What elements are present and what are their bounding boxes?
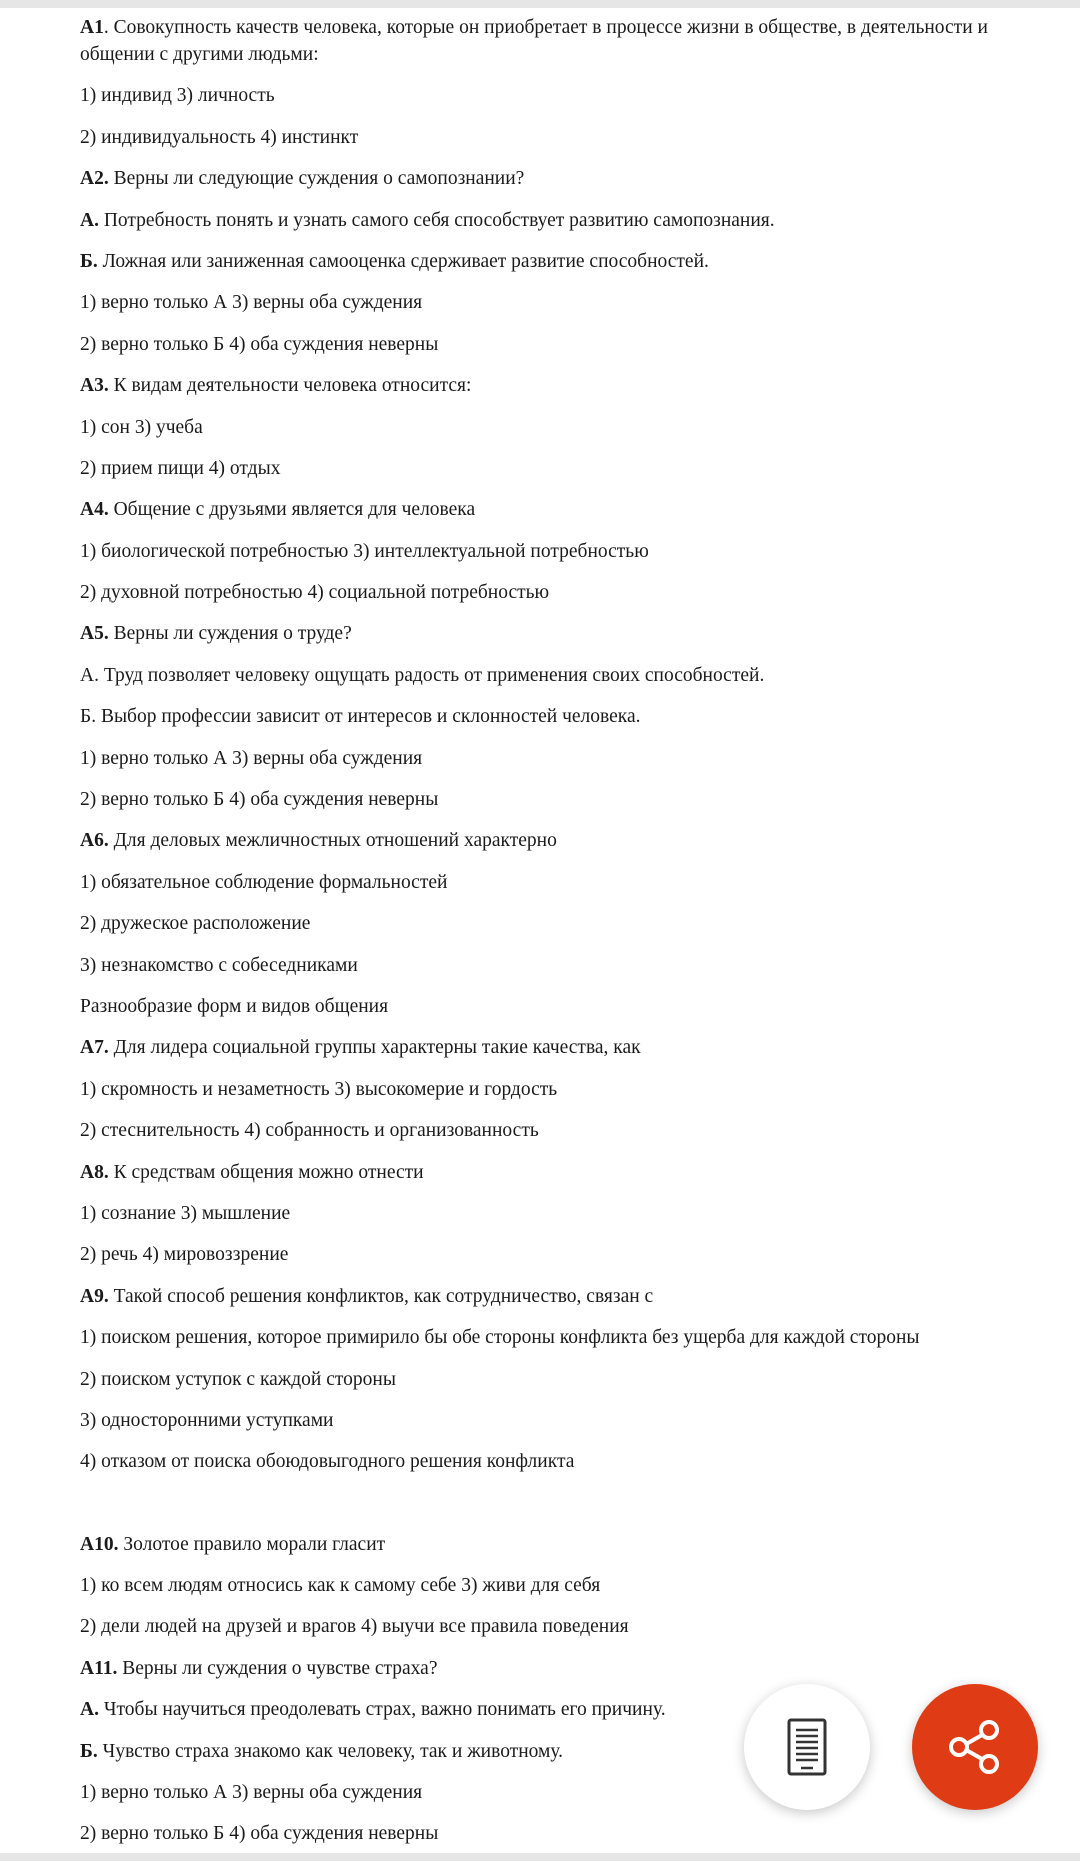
- question-line: [80, 1738, 1010, 1765]
- question-number: Б.: [80, 1740, 98, 1762]
- answer-line: [80, 952, 1010, 979]
- answer-line: [80, 1779, 1010, 1806]
- line-text: Чтобы научиться преодолевать страх, важно понимать его причину.: [98, 1699, 666, 1721]
- question-line: [80, 496, 1010, 523]
- line-text: 2) речь 4) мировоззрение: [80, 1244, 289, 1266]
- question-line: [80, 1655, 1010, 1682]
- line-text: 1) биологической потребностью 3) интеллектуальной потребностью: [80, 540, 649, 562]
- question-line: [80, 1159, 1010, 1186]
- line-text: Золотое правило морали гласит: [118, 1533, 386, 1555]
- question-line: [80, 1531, 1010, 1558]
- line-text: 2) поиском уступок с каждой стороны: [80, 1368, 396, 1390]
- question-line: [80, 827, 1010, 854]
- answer-line: [80, 1200, 1010, 1227]
- answer-line: [80, 1613, 1010, 1640]
- line-text: 2) верно только Б 4) оба суждения неверны: [80, 1823, 439, 1845]
- top-edge-bar: [0, 0, 1080, 8]
- question-line: [80, 248, 1010, 275]
- line-text: 3) незнакомство с собеседниками: [80, 954, 358, 976]
- answer-line: [80, 124, 1010, 151]
- line-text: Для деловых межличностных отношений характерно: [108, 830, 557, 852]
- line-text: 2) верно только Б 4) оба суждения неверны: [80, 789, 439, 811]
- answer-line: [80, 1366, 1010, 1393]
- answer-line: [80, 1241, 1010, 1268]
- question-line: [80, 372, 1010, 399]
- line-text: А. Труд позволяет человеку ощущать радость от применения своих способностей.: [80, 664, 765, 686]
- question-number: А7.: [80, 1037, 109, 1059]
- line-text: Б. Выбор профессии зависит от интересов и склонностей человека.: [80, 706, 641, 728]
- line-text: Ложная или заниженная самооценка сдерживает развитие способностей.: [97, 250, 709, 272]
- answer-line: [80, 703, 1010, 730]
- line-text: Потребность понять и узнать самого себя способствует развитию самопознания.: [98, 209, 775, 231]
- line-text: Верны ли суждения о чувстве страха?: [117, 1657, 438, 1679]
- line-text: 1) верно только А 3) верны оба суждения: [80, 1782, 423, 1804]
- question-number: А3.: [80, 375, 109, 397]
- question-number: Б.: [80, 250, 98, 272]
- answer-line: [80, 1324, 1010, 1351]
- question-number: А.: [80, 209, 99, 231]
- line-text: 1) скромность и незаметность 3) высокомерие и гордость: [80, 1078, 558, 1100]
- line-text: Для лидера социальной группы характерны такие качества, как: [108, 1037, 641, 1059]
- question-number: А6.: [80, 830, 109, 852]
- answer-line: [80, 414, 1010, 441]
- answer-line: [80, 82, 1010, 109]
- document-content: [80, 14, 1010, 1862]
- line-text: . Совокупность качеств человека, которые он приобретает в процессе жизни в обществе, в деятельности и общении с другими людьми:: [80, 17, 988, 65]
- question-line: [80, 14, 1010, 68]
- line-text: Общение с друзьями является для человека: [108, 499, 476, 521]
- answer-line: [80, 910, 1010, 937]
- line-text: Верны ли суждения о труде?: [108, 623, 352, 645]
- question-number: А1: [80, 17, 104, 38]
- answer-line: [80, 993, 1010, 1020]
- questions-block-a1-a9: [80, 14, 1010, 1475]
- document-icon: [787, 1718, 827, 1776]
- line-text: 1) сон 3) учеба: [80, 416, 203, 438]
- questions-block-a10-a11: [80, 1531, 1010, 1848]
- line-text: 1) верно только А 3) верны оба суждения: [80, 292, 423, 314]
- answer-line: [80, 1448, 1010, 1475]
- bottom-edge-bar: [0, 1853, 1080, 1861]
- line-text: 2) прием пищи 4) отдых: [80, 457, 281, 479]
- share-button[interactable]: [912, 1684, 1038, 1810]
- line-text: 2) индивидуальность 4) инстинкт: [80, 126, 359, 148]
- line-text: 1) индивид 3) личность: [80, 85, 275, 107]
- share-icon: [945, 1717, 1005, 1777]
- line-text: 4) отказом от поиска обоюдовыгодного решения конфликта: [80, 1451, 575, 1473]
- line-text: К видам деятельности человека относится:: [108, 375, 472, 397]
- answer-line: [80, 1117, 1010, 1144]
- question-number: А8.: [80, 1161, 109, 1183]
- line-text: 2) дели людей на друзей и врагов 4) выучи все правила поведения: [80, 1616, 629, 1638]
- question-line: [80, 1034, 1010, 1061]
- line-text: Разнообразие форм и видов общения: [80, 995, 389, 1017]
- line-text: 1) ко всем людям относись как к самому себе 3) живи для себя: [80, 1575, 601, 1597]
- question-number: А11.: [80, 1657, 118, 1679]
- question-line: [80, 207, 1010, 234]
- line-text: 2) верно только Б 4) оба суждения неверны: [80, 333, 439, 355]
- question-line: [80, 1696, 1010, 1723]
- line-text: 2) духовной потребностью 4) социальной потребностью: [80, 582, 550, 604]
- answer-line: [80, 455, 1010, 482]
- question-number: А4.: [80, 499, 109, 521]
- question-line: [80, 620, 1010, 647]
- answer-line: [80, 662, 1010, 689]
- answer-line: [80, 331, 1010, 358]
- section-gap: [80, 1490, 1010, 1531]
- line-text: Верны ли следующие суждения о самопознании?: [108, 168, 525, 190]
- answer-line: [80, 1820, 1010, 1847]
- line-text: 1) обязательное соблюдение формальностей: [80, 871, 448, 893]
- question-line: [80, 1283, 1010, 1310]
- line-text: Чувство страха знакомо как человеку, так и животному.: [97, 1740, 564, 1762]
- line-text: 1) поиском решения, которое примирило бы обе стороны конфликта без ущерба для каждой стороны: [80, 1327, 920, 1349]
- question-number: А2.: [80, 168, 109, 190]
- question-number: А5.: [80, 623, 109, 645]
- question-number: А.: [80, 1699, 99, 1721]
- answer-line: [80, 786, 1010, 813]
- answer-line: [80, 538, 1010, 565]
- line-text: 3) односторонними уступками: [80, 1409, 334, 1431]
- line-text: 1) сознание 3) мышление: [80, 1202, 291, 1224]
- line-text: 2) стеснительность 4) собранность и организованность: [80, 1120, 539, 1142]
- document-view-button[interactable]: [744, 1684, 870, 1810]
- answer-line: [80, 1076, 1010, 1103]
- question-number: А9.: [80, 1285, 109, 1307]
- line-text: К средствам общения можно отнести: [108, 1161, 424, 1183]
- line-text: Такой способ решения конфликтов, как сотрудничество, связан с: [108, 1285, 654, 1307]
- answer-line: [80, 869, 1010, 896]
- line-text: 2) дружеское расположение: [80, 913, 311, 935]
- answer-line: [80, 745, 1010, 772]
- question-number: А10.: [80, 1533, 119, 1555]
- answer-line: [80, 579, 1010, 606]
- answer-line: [80, 1407, 1010, 1434]
- line-text: 1) верно только А 3) верны оба суждения: [80, 747, 423, 769]
- answer-line: [80, 1572, 1010, 1599]
- question-line: [80, 165, 1010, 192]
- answer-line: [80, 289, 1010, 316]
